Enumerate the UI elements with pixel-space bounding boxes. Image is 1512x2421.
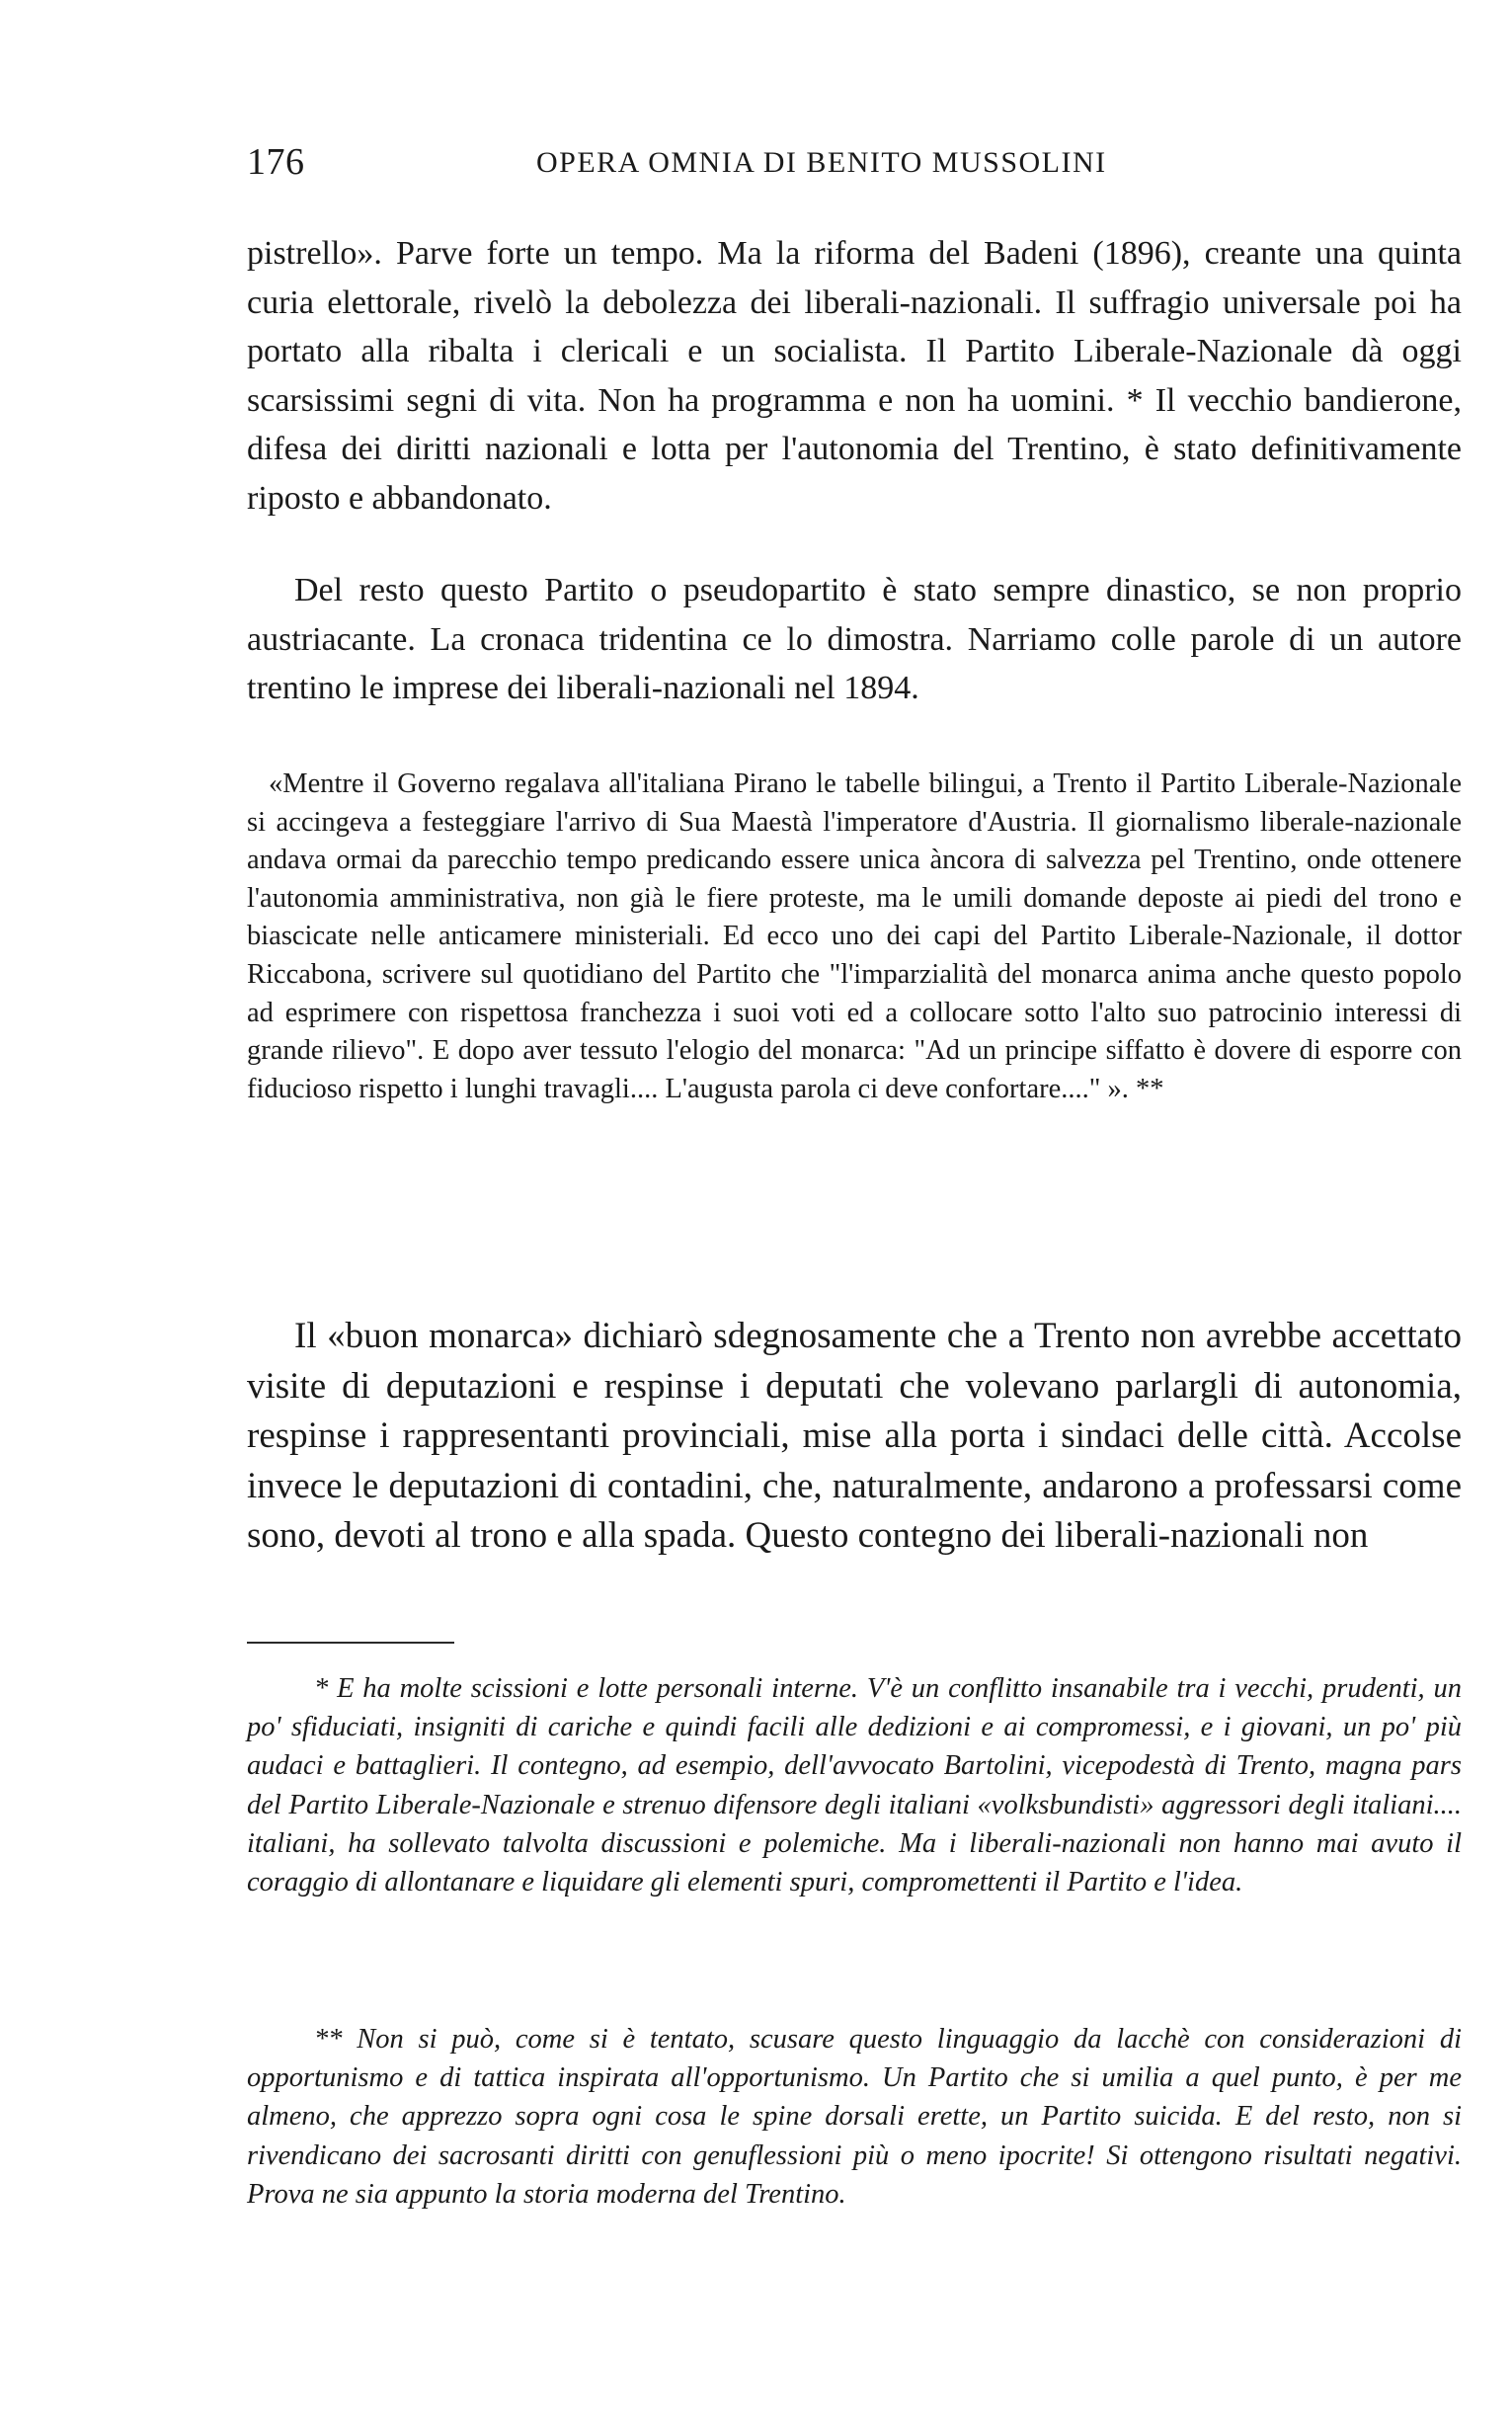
paragraph-text: pistrello». Parve forte un tempo. Ma la riforma del Badeni (1896), creante una quinta curia elettorale, rivelò la debolezza dei liberali-nazionali. Il suffragio universale poi ha portato alla ribalta i clericali e un socialista. Il Partito Liberale-Nazionale dà oggi scarsissimi segni di vita. Non ha programma e non ha uomini. * Il vecchio bandierone, difesa dei diritti nazionali e lotta per l'autonomia del Trentino, è stato definitivamente riposto e abbandonato. xyxy=(247,235,1462,517)
footnote-1 xyxy=(247,1669,1462,1901)
footnote-2 xyxy=(247,2020,1462,2214)
paragraph-text: Il «buon monarca» dichiarò sdegnosamente che a Trento non avrebbe accettato visite di deputazioni e respinse i deputati che volevano parlargli di autonomia, respinse i rappresentanti provinciali, mise alla porta i sindaci delle città. Accolse invece le deputazioni di contadini, che, naturalmente, andarono a professarsi come sono, devoti al trono e alla spada. Questo contegno dei liberali-nazionali non xyxy=(247,1316,1462,1556)
page-header xyxy=(247,140,1264,200)
page-number: 176 xyxy=(247,141,305,183)
body-paragraph-2 xyxy=(247,566,1462,713)
footnote-divider xyxy=(247,1642,454,1644)
quote-text: «Mentre il Governo regalava all'italiana Pirano le tabelle bilingui, a Trento il Partito Liberale-Nazionale si accingeva a festeggiare l'arrivo di Sua Maestà l'imperatore d'Austria. Il giornalismo liberale-nazionale andava ormai da parecchio tempo predicando essere unica àncora di salvezza pel Trentino, onde ottenere l'autonomia amministrativa, non già le fiere proteste, ma le umili domande deposte ai piedi del trono e biascicate nelle anticamere ministeriali. Ed ecco uno dei capi del Partito Liberale-Nazionale, il dottor Riccabona, scrivere sul quotidiano del Partito che "l'imparzialità del monarca anima anche questo popolo ad esprimere con rispettosa franchezza i suoi voti ed a collocare sotto l'alto suo patrocinio interessi di grande rilievo". E dopo aver tessuto l'elogio del monarca: "Ad un principe siffatto è dovere di esporre con fiducioso rispetto i lunghi travagli.... L'augusta parola ci deve confortare...." ». ** xyxy=(247,768,1462,1104)
paragraph-text: Del resto questo Partito o pseudopartito è stato sempre dinastico, se non proprio austriacante. La cronaca tridentina ce lo dimostra. Narriamo colle parole di un autore trentino le imprese dei liberali-nazionali nel 1894. xyxy=(247,572,1462,706)
footnote-text: ** Non si può, come si è tentato, scusare questo linguaggio da lacchè con considerazioni di opportunismo e di tattica inspirata all'opportunismo. Un Partito che si umilia a quel punto, è per me almeno, che apprezzo sopra ogni cosa le spine dorsali erette, un Partito suicida. E del resto, non si rivendicano dei sacrosanti diritti con genuflessioni più o meno ipocrite! Si ottengono risultati negativi. Prova ne sia appunto la storia moderna del Trentino. xyxy=(247,2024,1462,2210)
block-quote xyxy=(247,766,1462,1108)
footnote-text: * E ha molte scissioni e lotte personali interne. V'è un conflitto insanabile tra i vecchi, prudenti, un po' sfiduciati, insigniti di cariche e quindi facili alle dedizioni e ai compromessi, e i giovani, un po' più audaci e battaglieri. Il contegno, ad esempio, dell'avvocato Bartolini, vicepodestà di Trento, magna pars del Partito Liberale-Nazionale e strenuo difensore degli italiani «volksbundisti» aggressori degli italiani.... italiani, ha sollevato talvolta discussioni e polemiche. Ma i liberali-nazionali non hanno mai avuto il coraggio di allontanare e liquidare gli elementi spuri, compromettenti il Partito e l'idea. xyxy=(247,1673,1462,1898)
body-paragraph-1 xyxy=(247,229,1462,523)
running-head: OPERA OMNIA DI BENITO MUSSOLINI xyxy=(536,146,1107,179)
body-paragraph-3 xyxy=(247,1312,1462,1562)
